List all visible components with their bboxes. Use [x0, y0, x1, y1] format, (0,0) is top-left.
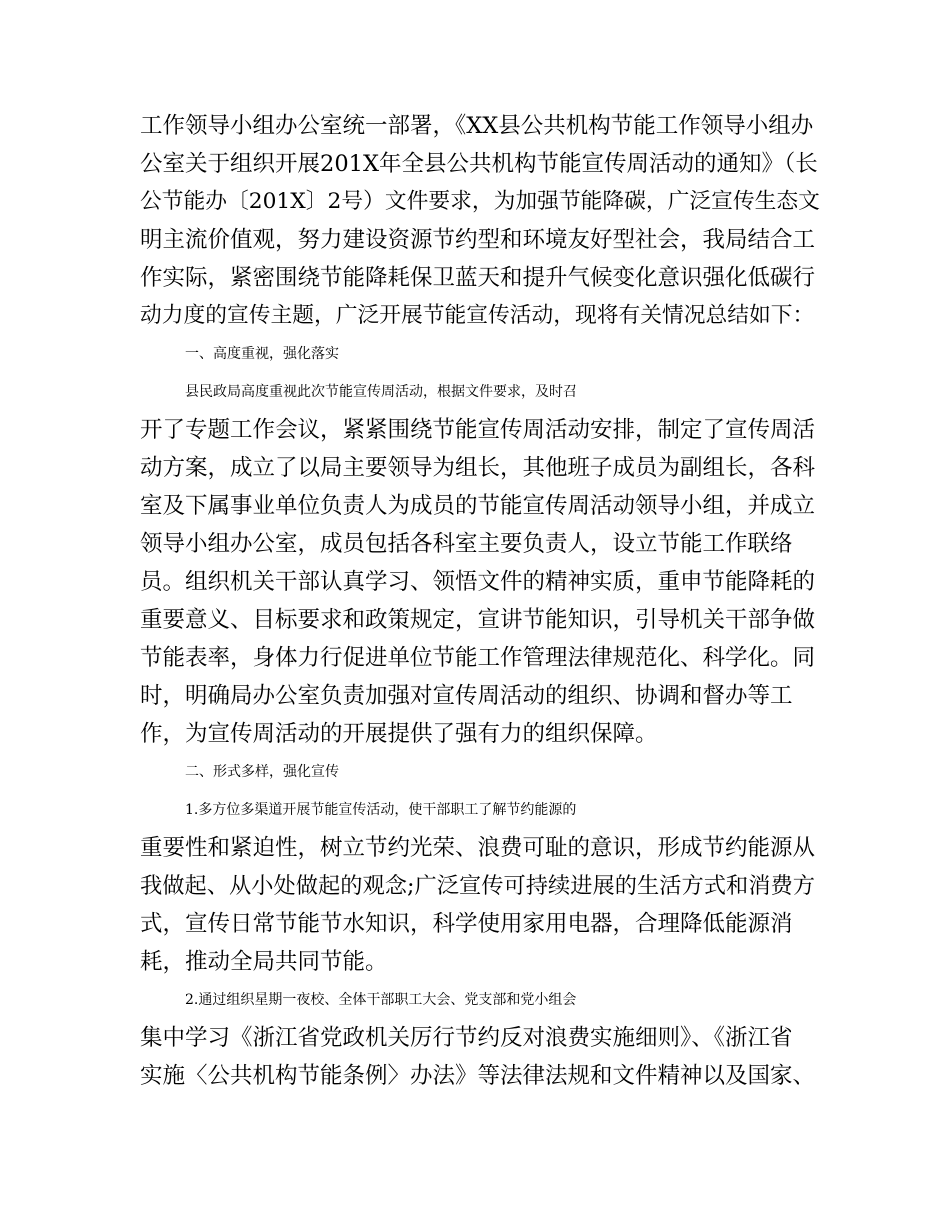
text-line: 二、形式多样，强化宣传: [185, 764, 339, 780]
text-line: 时，明确局办公室负责加强对宣传周活动的组织、协调和督办等工: [140, 683, 793, 709]
text-line: 公室关于组织开展201X年全县公共机构节能宣传周活动的通知》（长: [140, 151, 818, 177]
text-line: 式，宣传日常节能节水知识，科学使用家用电器，合理降低能源消: [140, 911, 793, 937]
text-line: 动力度的宣传主题，广泛开展节能宣传活动，现将有关情况总结如下：: [140, 303, 815, 328]
text-line: 公节能办〔201X〕2号）文件要求，为加强节能降碳，广泛宣传生态文: [140, 189, 820, 214]
text-line: 一、高度重视，强化落实: [185, 346, 339, 362]
text-line: 开了专题工作会议，紧紧围绕节能宣传周活动安排，制定了宣传周活: [140, 417, 816, 443]
text-line: 重要意义、目标要求和政策规定，宣讲节能知识，引导机关干部争做: [140, 607, 816, 633]
text-line: 工作领导小组办公室统一部署，《XX县公共机构节能工作领导小组办: [140, 113, 814, 139]
text-line: 室及下属事业单位负责人为成员的节能宣传周活动领导小组，并成立: [140, 493, 816, 519]
text-line: 我做起、从小处做起的观念;广泛宣传可持续进展的生活方式和消费方: [140, 873, 815, 899]
text-line: 县民政局高度重视此次节能宣传周活动，根据文件要求，及时召: [185, 384, 577, 400]
text-line: 1.多方位多渠道开展节能宣传活动，使干部职工了解节约能源的: [185, 802, 577, 818]
text-line: 动方案，成立了以局主要领导为组长，其他班子成员为副组长，各科: [140, 455, 816, 481]
text-line: 作实际，紧密围绕节能降耗保卫蓝天和提升气候变化意识强化低碳行: [140, 265, 816, 291]
text-line: 2.通过组织星期一夜校、全体干部职工大会、党支部和党小组会: [185, 992, 577, 1008]
text-line: 明主流价值观，努力建设资源节约型和环境友好型社会，我局结合工: [140, 227, 816, 253]
text-line: 实施〈公共机构节能条例〉办法》等法律法规和文件精神以及国家、: [140, 1063, 816, 1089]
text-line: 领导小组办公室，成员包括各科室主要负责人，设立节能工作联络: [140, 531, 793, 557]
text-line: 集中学习《浙江省党政机关厉行节约反对浪费实施细则》、《浙江省: [140, 1025, 793, 1051]
text-line: 作，为宣传周活动的开展提供了强有力的组织保障。: [140, 721, 658, 747]
text-line: 员。组织机关干部认真学习、领悟文件的精神实质，重申节能降耗的: [140, 569, 816, 595]
text-line: 节能表率，身体力行促进单位节能工作管理法律规范化、科学化。同: [140, 645, 816, 671]
text-line: 重要性和紧迫性，树立节约光荣、浪费可耻的意识，形成节约能源从: [140, 835, 816, 861]
document-body: [140, 107, 820, 1095]
text-line: 耗，推动全局共同节能。: [140, 949, 388, 975]
